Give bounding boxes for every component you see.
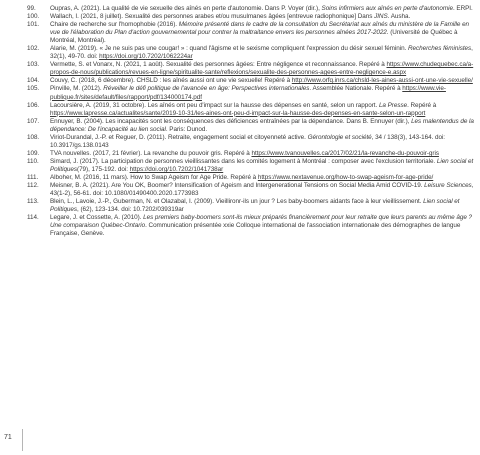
reference-number: 105. [27, 85, 40, 93]
reference-text-segment: Vermette, S. et Vonarx, N. (2021, 1 août). Sexualité des personnes âgées: Entre négligence et reconnaissance. Repéré à [50, 61, 387, 69]
page-number: 71 [4, 434, 12, 441]
reference-title: Lien social et Politiques [50, 157, 474, 173]
reference-number: 102. [27, 45, 40, 53]
reference-text-segment: , 34 / 138(3), 143-164. doi: 10.3917/gs.138.0143 [50, 133, 446, 149]
reference-number: 104. [27, 77, 40, 85]
reference-item [27, 158, 475, 174]
reference-text-segment: Couvy, C. (2018, 6 décembre). CHSLD : les aînés aussi ont une vie sexuelle! Repéré à [50, 77, 292, 85]
reference-link[interactable]: http://www.orfq.inrs.ca/chsld-les-aines-aussi-ont-une-vie-sexuelle/ [291, 77, 473, 85]
reference-text-segment: Oupras, A. (2021). La qualité de vie sexuelle des aînés en perte d'autonomie. Dans P. Voyer (dir.), [50, 5, 322, 12]
reference-text-segment: Wallach, I. (2021, 8 juillet). Sexualité des personnes arabes et/ou musulmanes âgées [entrevue radiophonique] Dans [50, 13, 375, 21]
reference-number: 111. [27, 173, 39, 181]
reference-title: Soins infirmiers aux aînés en perte d'autonomie [321, 5, 453, 12]
reference-number: 106. [27, 101, 40, 109]
reference-text [50, 5, 473, 12]
reference-text [50, 174, 433, 181]
reference-text-segment: Lacoursière, A. (2019, 31 octobre). Les aînés ont peu d'impact sur la hausse des dépenses en santé, selon un rapport. [50, 101, 379, 109]
reference-link[interactable]: https://www.nextavenue.org/how-to-swap-ageism-for-age-pride/ [257, 173, 434, 181]
reference-text [50, 45, 473, 60]
reference-link[interactable]: https://www.lapresse.ca/actualites/sante/2019-10-31/les-aines-ont-peu-d-impact-sur-la-hausse-des-depenses-en-sante-selon-un-rapport [50, 109, 426, 117]
reference-item [27, 174, 475, 182]
reference-text-segment: . Repéré à [407, 101, 437, 109]
reference-text-segment: TVA nouvelles. (2017, 21 février). La revanche du pouvoir gris. Repéré à [50, 149, 252, 157]
reference-text [50, 21, 469, 44]
reference-item [27, 214, 475, 238]
reference-text-segment: , 32(1), 49-70. doi: [50, 45, 473, 61]
reference-number: 113. [27, 198, 39, 206]
reference-text-segment: , (62), 123-134. doi: 10.7202/039319ar [77, 206, 184, 214]
reference-title: JINS [374, 13, 388, 21]
reference-text-segment: . Communication présentée xxie Colloque international de l'association internationale des démographes de langue Française, Genève. [50, 222, 461, 238]
reference-title: Gérontologie et société [307, 133, 372, 141]
reference-number: 114. [27, 214, 39, 222]
reference-number: 100. [27, 13, 40, 21]
page-number-divider [22, 429, 23, 451]
reference-title: Les premiers baby-boomers sont-ils mieux préparés financièrement pour leur retraite que leurs parents au même âge ? Une comparaison Québec-Ontario [50, 214, 472, 230]
reference-text-segment: Ennuyer, B. (2004). Les incapacités sont les conséquences des déficiences entraînées par la dépendance. Dans B. Ennuyer (dir.), [50, 117, 412, 125]
reference-text-segment: Chaire de recherche sur l'homophobie (2016). [50, 21, 179, 29]
reference-text [50, 182, 473, 197]
reference-number: 107. [27, 117, 40, 125]
reference-text [50, 214, 472, 237]
reference-title: Réveiller le défi politique de l'avancée en âge: Perspectives internationales [103, 85, 310, 93]
reference-text-segment: Legare, J. et Cossette, A. (2010). [50, 214, 144, 222]
reference-item [27, 182, 475, 198]
reference-text-segment: . ERPI. [452, 5, 473, 12]
reference-title: La Presse [378, 101, 408, 109]
reference-item [27, 198, 475, 214]
reference-text-segment: Meisner, B. A. (2021). Are You OK, Boomer? Intensification of Ageism and Intergenerational Tensions on Social Media Amid COVID-19. [50, 182, 425, 190]
reference-text [50, 77, 473, 84]
reference-title: Les malentendus de la dépendance: De l'incapacité au lien social [50, 117, 474, 133]
reference-item [27, 118, 475, 134]
reference-text [50, 198, 459, 213]
reference-text [50, 61, 473, 76]
reference-text-segment: Pinville, M. (2012). [50, 85, 104, 93]
reference-number: 108. [27, 133, 40, 141]
reference-item [27, 5, 475, 13]
reference-number: 101. [27, 21, 40, 29]
reference-item [27, 77, 475, 85]
reference-title: Lien social et Politiques [50, 198, 460, 214]
reference-item [27, 21, 475, 45]
reference-text-segment: Simard, J. (2017). La participation de personnes vieillissantes dans les comités logement à Montréal : composer avec l'exclusion territoriale. [50, 157, 437, 165]
reference-number: 103. [27, 61, 40, 69]
reference-title: Mémoire présenté dans le cadre de la consultation du Secrétariat aux aînés du ministère de la Famille en vue de l'élaboration du Plan d'action gouvernemental pour contrer la maltraitance envers les personnes aînées 2017-2022 [50, 21, 470, 37]
reference-link[interactable]: https://www.tvanouvelles.ca/2017/02/21/la-revanche-du-pouvoir-gris [251, 149, 439, 157]
reference-text [50, 158, 473, 173]
reference-text [50, 13, 410, 20]
reference-number: 99. [27, 5, 36, 12]
reference-item [27, 134, 475, 150]
reference-number: 110. [27, 157, 39, 165]
reference-text [50, 150, 439, 157]
reference-number: 109. [27, 149, 40, 157]
reference-link[interactable]: https://www.chudequebec.ca/a-propos-de-nous/publications/revues-en-ligne/spiritualite-sante/reflexions/sexualite-des-personnes-agees-entre-negligence-e.aspx [50, 61, 474, 77]
reference-title: Leisure Sciences [424, 182, 472, 190]
reference-item [27, 45, 475, 61]
reference-text [50, 102, 436, 117]
reference-item [27, 61, 475, 77]
reference-text-segment: , 43(1-2), 56-61. doi: 10.1080/01490400.2020.1773983 [50, 182, 474, 198]
reference-text-segment: Viriot-Durandal, J.-P. et Reguer, D. (2011). Retraite, engagement social et citoyenneté active. [50, 133, 308, 141]
reference-text-segment: Alboher, M. (2016, 11 mars). How to Swap Ageism for Age Pride. Repéré à [50, 173, 258, 181]
reference-link[interactable]: https://doi.org/10.7202/1062224ar [99, 53, 193, 61]
reference-text-segment: . (Université de Québec à Montréal, Montréal). [50, 29, 458, 45]
reference-item [27, 150, 475, 158]
reference-text-segment: . Paris: Dunod. [165, 125, 208, 133]
reference-text [50, 134, 445, 149]
reference-item [27, 85, 475, 101]
reference-item [27, 102, 475, 118]
reference-title: Recherches féministes [408, 45, 472, 53]
reference-text [50, 118, 474, 133]
reference-text-segment: (79), 175-192. doi: [77, 165, 130, 173]
reference-text-segment: Blein, L., Lavoie, J.-P., Guberman, N. et Olazabal, I. (2009). Vieillironr-ils un jour ? Les baby-boomers aidants face à leur vieillissement. [50, 198, 424, 206]
reference-link[interactable]: https://www.vie-publique.fr/sites/default/files/rapport/pdf/134000174.pdf [50, 85, 446, 101]
reference-item [27, 13, 475, 21]
reference-number: 112. [27, 182, 39, 190]
reference-list [27, 5, 475, 238]
reference-link[interactable]: https://doi.org/10.7202/1041738ar [129, 165, 224, 173]
reference-text [50, 85, 446, 100]
reference-text-segment: Alarie, M. (2019). « Je ne suis pas une cougar! » : quand l'âgisme et le sexisme compliquent l'expression du désir sexuel féminin. [50, 45, 409, 53]
reference-text-segment: . Ausha. [387, 13, 411, 21]
reference-text-segment: . Assemblée Nationale. Repéré à [309, 85, 403, 93]
